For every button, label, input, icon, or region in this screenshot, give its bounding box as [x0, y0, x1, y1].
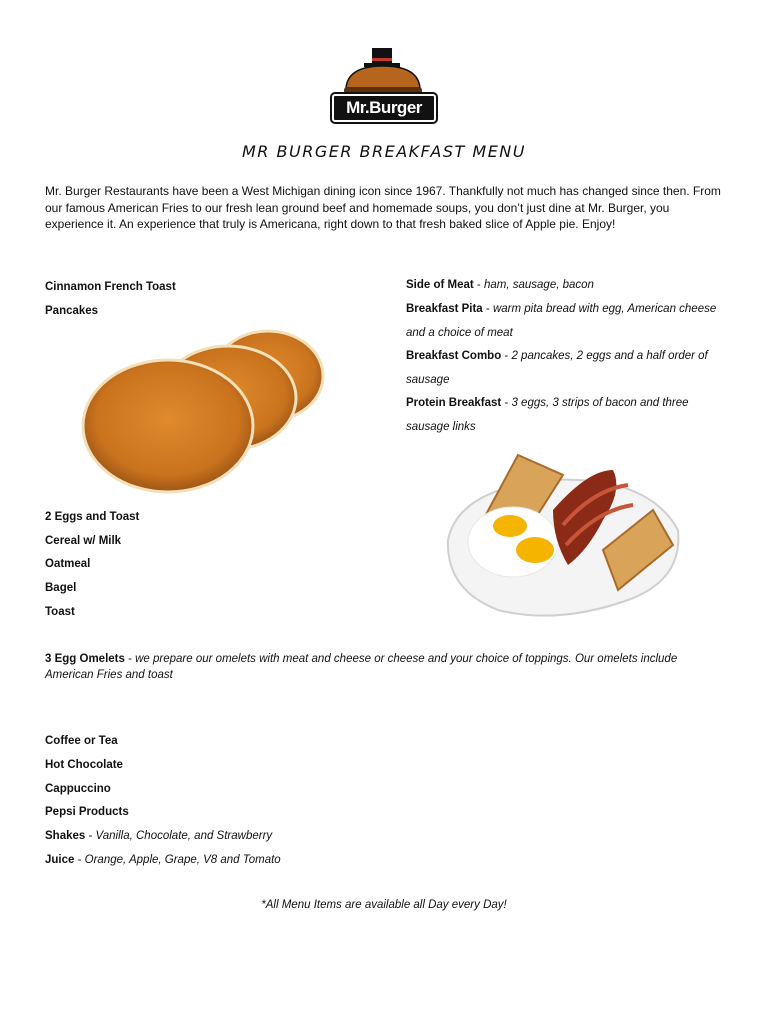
mr-burger-logo — [328, 46, 438, 130]
logo-wordmark: Mr.Burger — [332, 94, 436, 122]
item-toast: Toast — [45, 606, 75, 618]
item-cinnamon-french-toast: Cinnamon French Toast — [45, 281, 176, 293]
item-hot-chocolate: Hot Chocolate — [45, 759, 123, 771]
item-pepsi-products: Pepsi Products — [45, 806, 129, 818]
item-cereal-with-milk: Cereal w/ Milk — [45, 535, 122, 547]
item-juice: Juice - Orange, Apple, Grape, V8 and Tomato — [45, 854, 281, 866]
item-breakfast-pita: Breakfast Pita - warm pita bread with egg, American cheese and a choice of meat — [406, 303, 717, 339]
item-cappuccino: Cappuccino — [45, 783, 111, 795]
item-protein-breakfast: Protein Breakfast - 3 eggs, 3 strips of bacon and three sausage links — [406, 397, 689, 433]
pancakes-image — [78, 326, 328, 498]
page-title: MR BURGER BREAKFAST MENU — [242, 142, 526, 161]
breakfast-plate-image — [438, 450, 688, 622]
item-side-of-meat: Side of Meat - ham, sausage, bacon — [406, 279, 594, 291]
item-breakfast-combo: Breakfast Combo - 2 pancakes, 2 eggs and a half order of sausage — [406, 350, 708, 386]
intro-paragraph: Mr. Burger Restaurants have been a West Michigan dining icon since 1967. Thankfully not much has changed since then. From our famous American Fries to our fresh lean ground beef and homemade soups, you don’t just dine at Mr. Burger, you experience it. An experience that truly is Americana, right down to that fresh baked slice of Apple pie. Enjoy! — [45, 184, 721, 231]
availability-note: *All Menu Items are available all Day every Day! — [261, 899, 507, 911]
item-bagel: Bagel — [45, 582, 77, 594]
item-shakes: Shakes - Vanilla, Chocolate, and Strawberry — [45, 830, 273, 842]
item-pancakes: Pancakes — [45, 305, 99, 317]
item-2-eggs-and-toast: 2 Eggs and Toast — [45, 511, 140, 523]
item-coffee-or-tea: Coffee or Tea — [45, 735, 118, 747]
item-3-egg-omelets: 3 Egg Omelets - we prepare our omelets with meat and cheese or cheese and your choice of toppings. Our omelets include American Fries and toast — [45, 653, 678, 681]
item-oatmeal: Oatmeal — [45, 558, 91, 570]
